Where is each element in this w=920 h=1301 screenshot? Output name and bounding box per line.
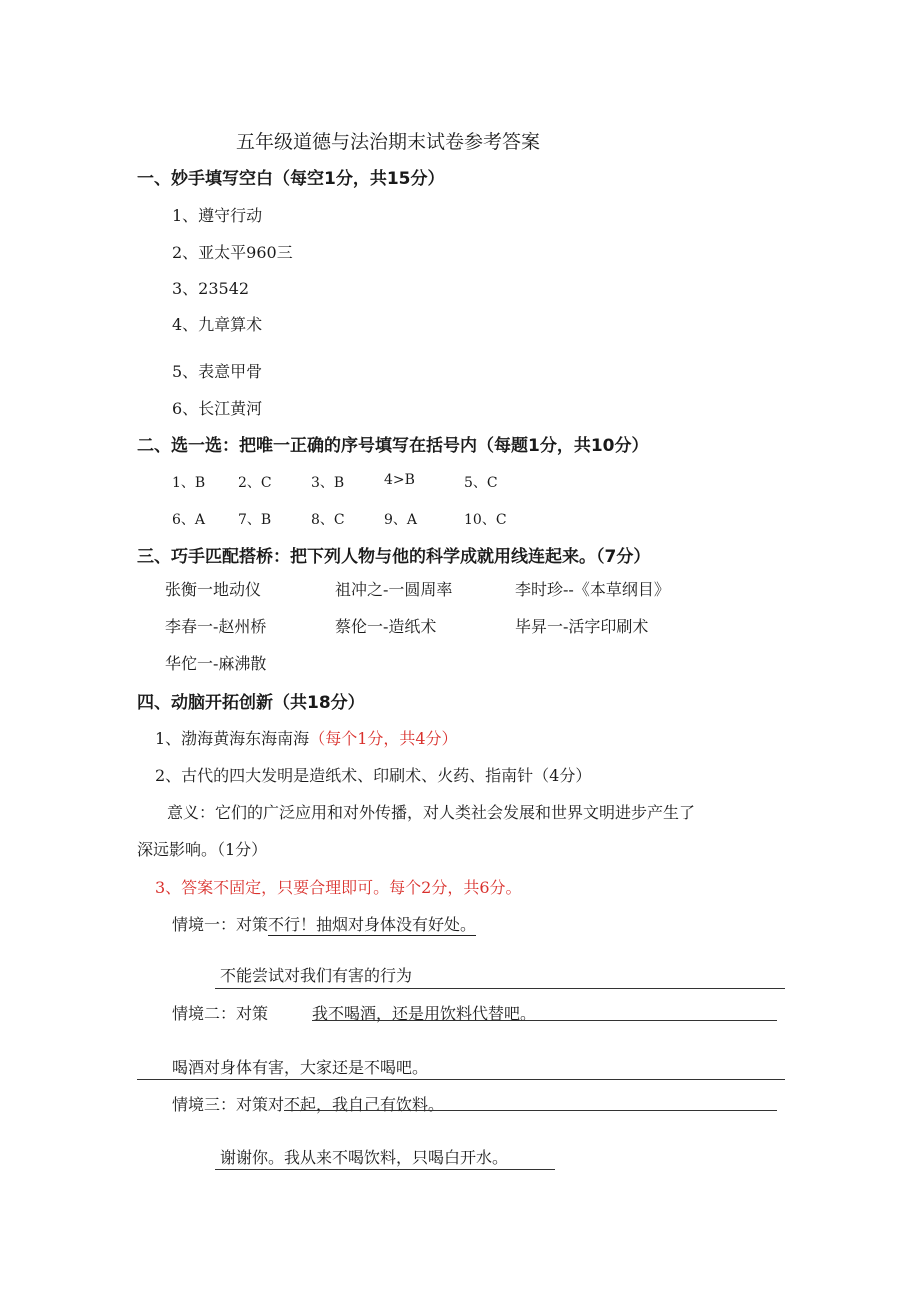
section2-answer: 10、C	[464, 512, 507, 528]
section1-item: 2、亚太平960三	[172, 243, 293, 262]
answer-line	[137, 1079, 785, 1080]
section2-heading: 二、选一选：把唯一正确的序号填写在括号内（每题1分，共10分）	[137, 436, 649, 456]
section4-heading: 四、动脑开拓创新（共18分）	[137, 693, 365, 713]
match-pair: 祖冲之-一圆周率	[335, 580, 453, 599]
match-pair: 毕昇一-活字印刷术	[515, 617, 649, 636]
situation-answer: 不行！抽烟对身体没有好处。	[268, 915, 477, 934]
section2-answer: 9、A	[384, 512, 418, 528]
situation-2-reply: 喝酒对身体有害，大家还是不喝吧。	[172, 1058, 429, 1077]
q1-score: （每个1分，共4分）	[309, 729, 458, 748]
section2-answer: 7、B	[238, 512, 272, 528]
q1-answer	[155, 726, 458, 749]
page-title: 五年级道德与法治期末试卷参考答案	[236, 131, 541, 153]
match-pair: 张衡一地动仪	[165, 580, 262, 599]
section2-answer: 5、C	[464, 475, 498, 491]
situation-1-reply: 不能尝试对我们有害的行为	[220, 966, 413, 985]
answer-line	[215, 988, 785, 989]
section2-answer: 6、A	[172, 512, 206, 528]
q2-meaning-line2: 深远影响。（1分）	[137, 840, 268, 859]
match-pair: 华佗一-麻沸散	[165, 654, 267, 673]
situation-3	[172, 1092, 444, 1115]
section2-answer: 1、B	[172, 475, 206, 491]
section1-item: 6、长江黄河	[172, 399, 263, 418]
situation-2-answer: 我不喝酒，还是用饮料代替吧。	[312, 1004, 537, 1023]
section1-heading: 一、妙手填写空白（每空1分，共15分）	[137, 169, 445, 189]
section3-heading: 三、巧手匹配搭桥：把下列人物与他的科学成就用线连起来。（7分）	[137, 547, 651, 567]
q1-text: 1、渤海黄海东海南海	[155, 729, 310, 748]
q3-note: 3、答案不固定，只要合理即可。每个2分，共6分。	[155, 878, 522, 897]
situation-label: 情境一：对策	[172, 915, 269, 934]
section2-answer: 4>B	[384, 472, 415, 488]
section2-answer: 3、B	[311, 475, 345, 491]
section2-answer: 2、C	[238, 475, 272, 491]
answer-line	[312, 1020, 777, 1021]
answer-line	[215, 1169, 555, 1170]
match-pair: 李春一-赵州桥	[165, 617, 267, 636]
section1-item: 1、遵守行动	[172, 206, 263, 225]
match-pair: 李时珍--《本草纲目》	[515, 580, 670, 599]
section1-item: 4、九章算术	[172, 315, 263, 334]
situation-answer: 对不起，我自己有饮料。	[268, 1095, 445, 1114]
section2-answer: 8、C	[311, 512, 345, 528]
situation-1	[172, 912, 476, 935]
situation-label: 情境三：对策	[172, 1095, 269, 1114]
answer-line	[284, 1110, 777, 1111]
q2-answer: 2、古代的四大发明是造纸术、印刷术、火药、指南针（4分）	[155, 766, 592, 785]
match-pair: 蔡伦一-造纸术	[335, 617, 437, 636]
q2-meaning-line1: 意义：它们的广泛应用和对外传播，对人类社会发展和世界文明进步产生了	[167, 803, 696, 822]
situation-2-label: 情境二：对策	[172, 1004, 269, 1023]
section1-item: 5、表意甲骨	[172, 362, 263, 381]
situation-3-reply: 谢谢你。我从来不喝饮料，只喝白开水。	[220, 1148, 509, 1167]
section1-item: 3、23542	[172, 279, 250, 298]
